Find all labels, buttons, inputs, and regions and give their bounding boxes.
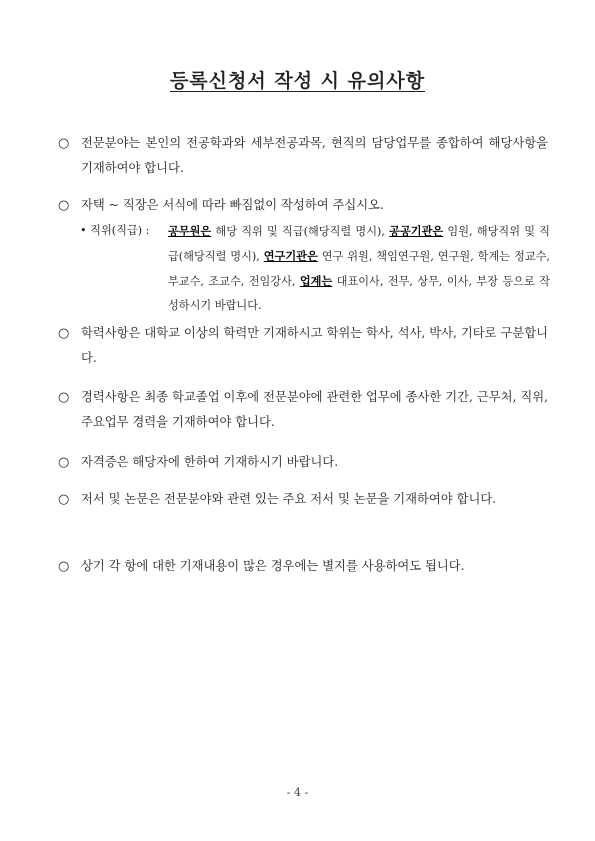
list-item (58, 131, 548, 181)
circle-bullet-icon: ○ (58, 390, 70, 405)
list-item-text: 저서 및 논문은 전문분야와 관련 있는 주요 저서 및 논문을 기재하여야 합니다. (81, 492, 497, 506)
emphasis-research-institute: 연구기관은 (263, 249, 318, 263)
list-item-text: 경력사항은 최종 학교졸업 이후에 전문분야에 관련한 업무에 종사한 기간, 근무처, 직위, 주요업무 경력을 기재하여야 합니다. (81, 390, 548, 429)
list-item-text: 자격증은 해당자에 한하여 기재하시기 바랍니다. (81, 455, 339, 469)
list-item (58, 321, 548, 371)
list-item (58, 554, 548, 579)
position-note-text: 연구 위원, 책임연구원, 연구원, 학계는 정교수, 부교수, 조교수, 전임강사, (168, 250, 550, 288)
page-title-text: 등록신청서 작성 시 유의사항 (169, 70, 426, 92)
page-number: - 4 - (286, 786, 309, 799)
emphasis-industry: 업계는 (299, 274, 333, 288)
circle-bullet-icon: ○ (58, 559, 70, 574)
emphasis-civil-servant: 공무원은 (168, 224, 212, 238)
position-note-text: 해당 직위 및 직급(해당직렬 명시), (211, 225, 390, 238)
position-note-text: 임원, 해당직위 및 직급(해당직렬 명시), (168, 225, 550, 263)
position-note-text: 대표이사, 전무, 상무, 이사, 부장 등으로 작성하시기 바랍니다. (168, 275, 550, 312)
list-item-text: 학력사항은 대학교 이상의 학력만 기재하시고 학위는 학사, 석사, 박사, 기타로 구분합니다. (81, 326, 548, 365)
list-item (58, 193, 548, 218)
list-item (58, 385, 548, 435)
page-title (0, 66, 595, 93)
circle-bullet-icon: ○ (58, 198, 70, 213)
circle-bullet-icon: ○ (58, 492, 70, 507)
circle-bullet-icon: ○ (58, 455, 70, 470)
circle-bullet-icon: ○ (58, 136, 70, 151)
list-item-text: 자택 ~ 직장은 서식에 따라 빠짐없이 작성하여 주십시오. (81, 198, 384, 212)
emphasis-public-institution: 공공기관은 (389, 224, 444, 238)
list-item-text: 상기 각 항에 대한 기재내용이 많은 경우에는 별지를 사용하여도 됩니다. (81, 559, 465, 573)
list-item (58, 450, 548, 475)
circle-bullet-icon: ○ (58, 326, 70, 341)
list-item-text: 전문분야는 본인의 전공학과와 세부전공과목, 현직의 담당업무를 종합하여 해당사항을 기재하여야 합니다. (81, 136, 548, 175)
position-note-body (168, 219, 550, 318)
position-note-head: • 직위(직급) : (80, 224, 150, 237)
position-note (80, 219, 550, 318)
list-item (58, 487, 548, 512)
